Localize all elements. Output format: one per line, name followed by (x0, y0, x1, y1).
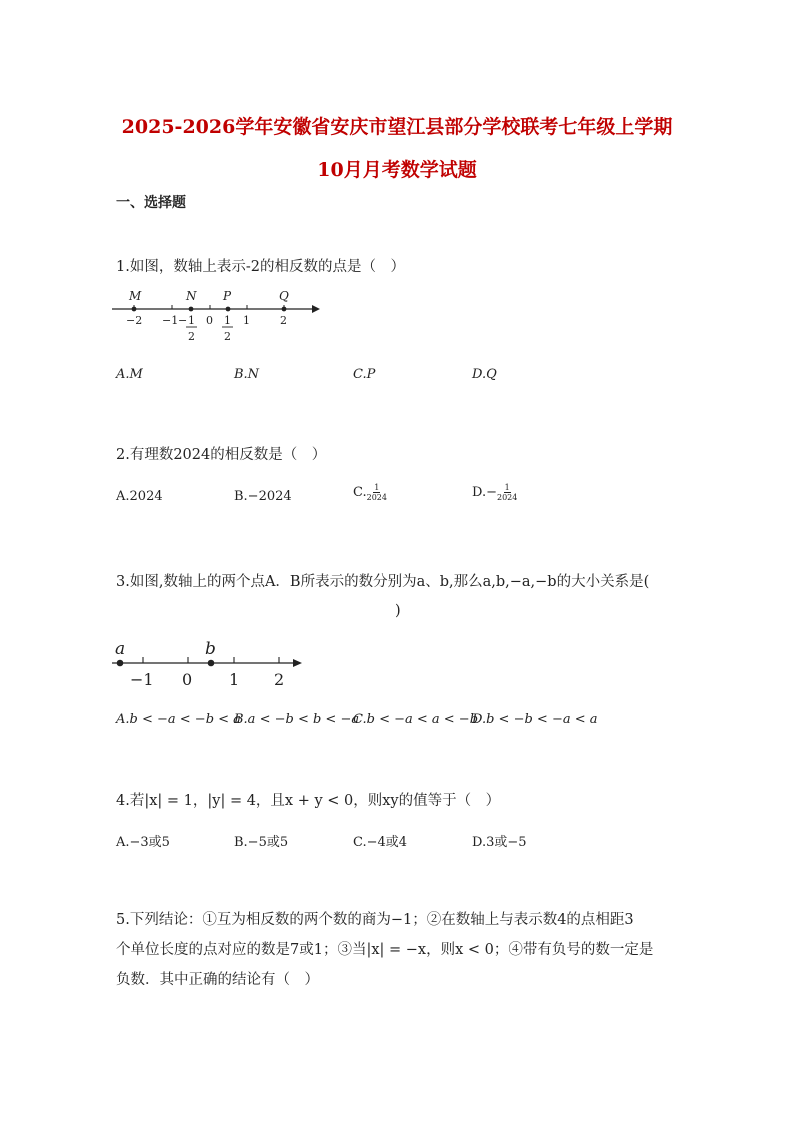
question-1-stem: 1.如图，数轴上表示-2的相反数的点是（ ） (116, 259, 405, 275)
tick-label-1: 1 (243, 314, 250, 327)
point-P (226, 307, 231, 312)
q2-option-d[interactable] (472, 483, 517, 502)
label-P: P (223, 289, 232, 303)
question-1-number-line (110, 285, 330, 345)
q3-option-a[interactable]: A.b < −a < −b < a (116, 712, 241, 727)
frac-neg-sign: − (178, 314, 188, 327)
page-title-line2: 10月月考数学试题 (317, 159, 477, 181)
frac-neg-den: 2 (188, 330, 195, 343)
q3-option-d[interactable]: D.b < −b < −a < a (472, 712, 598, 727)
q2-option-a[interactable]: A.2024 (116, 489, 163, 504)
q3-option-c[interactable]: C.b < −a < a < −b (353, 712, 479, 727)
tick-label-2: 2 (274, 670, 285, 689)
label-a: a (115, 639, 126, 659)
q3-option-b[interactable]: B.a < −b < b < −a (234, 712, 360, 727)
question-3-number-line (110, 637, 310, 691)
q2-option-c[interactable] (353, 483, 387, 502)
question-5-stem-line1: 5.下列结论：①互为相反数的两个数的商为−1；②在数轴上与表示数4的点相距3 (116, 912, 634, 928)
tick-label-neg2: −2 (126, 314, 143, 327)
q4-option-a[interactable]: A.−3或5 (116, 835, 170, 850)
q2-option-b[interactable]: B.−2024 (234, 489, 292, 504)
tick-label-0: 0 (206, 314, 213, 327)
q1-option-c[interactable]: C.P (353, 367, 376, 382)
q4-option-b[interactable]: B.−5或5 (234, 835, 289, 850)
question-3-stem-close: ) (395, 603, 401, 619)
q4-option-d[interactable]: D.3或−5 (472, 835, 527, 850)
point-Q (282, 307, 287, 312)
q2-option-c-label: C. (353, 485, 367, 500)
page-title-line1: 2025-2026学年安徽省安庆市望江县部分学校联考七年级上学期 (121, 116, 673, 138)
q2-option-d-label: D.− (472, 485, 497, 500)
q1-option-a[interactable]: A.M (116, 367, 143, 382)
point-b (208, 660, 215, 667)
tick-label-neg1: −1 (162, 314, 179, 327)
tick-label-2: 2 (280, 314, 287, 327)
q1-option-b[interactable]: B.N (234, 367, 260, 382)
frac-pos-num: 1 (224, 314, 231, 327)
label-M: M (129, 289, 142, 303)
point-N (189, 307, 194, 312)
label-N: N (186, 289, 197, 303)
question-3-stem: 3.如图,数轴上的两个点A．B所表示的数分别为a、b,那么a,b,−a,−b的大小关系是( (116, 574, 650, 590)
question-5-stem-line2: 个单位长度的点对应的数是7或1；③当|x| = −x，则x < 0；④带有负号的数一定是 (116, 942, 654, 958)
tick-label-1: 1 (229, 670, 240, 689)
frac-neg-num: 1 (188, 314, 195, 327)
q1-option-d[interactable]: D.Q (472, 367, 497, 382)
q2-option-d-fraction: $\frac{1}{2024}$ (496, 483, 518, 502)
q2-option-c-fraction: $\frac{1}{2024}$ (366, 483, 387, 502)
point-a (117, 660, 124, 667)
question-5-stem-line3: 负数．其中正确的结论有（ ） (116, 972, 319, 988)
tick-label-neg1: −1 (130, 670, 154, 689)
label-b: b (205, 639, 216, 659)
label-Q: Q (279, 289, 289, 303)
tick-label-0: 0 (182, 670, 193, 689)
question-2-stem: 2.有理数2024的相反数是（ ） (116, 447, 327, 463)
section-heading: 一、选择题 (116, 195, 186, 211)
point-M (132, 307, 137, 312)
frac-pos-den: 2 (224, 330, 231, 343)
question-4-stem: 4.若|x| = 1，|y| = 4，且x + y < 0，则xy的值等于（ ） (116, 793, 501, 809)
q4-option-c[interactable]: C.−4或4 (353, 835, 408, 850)
